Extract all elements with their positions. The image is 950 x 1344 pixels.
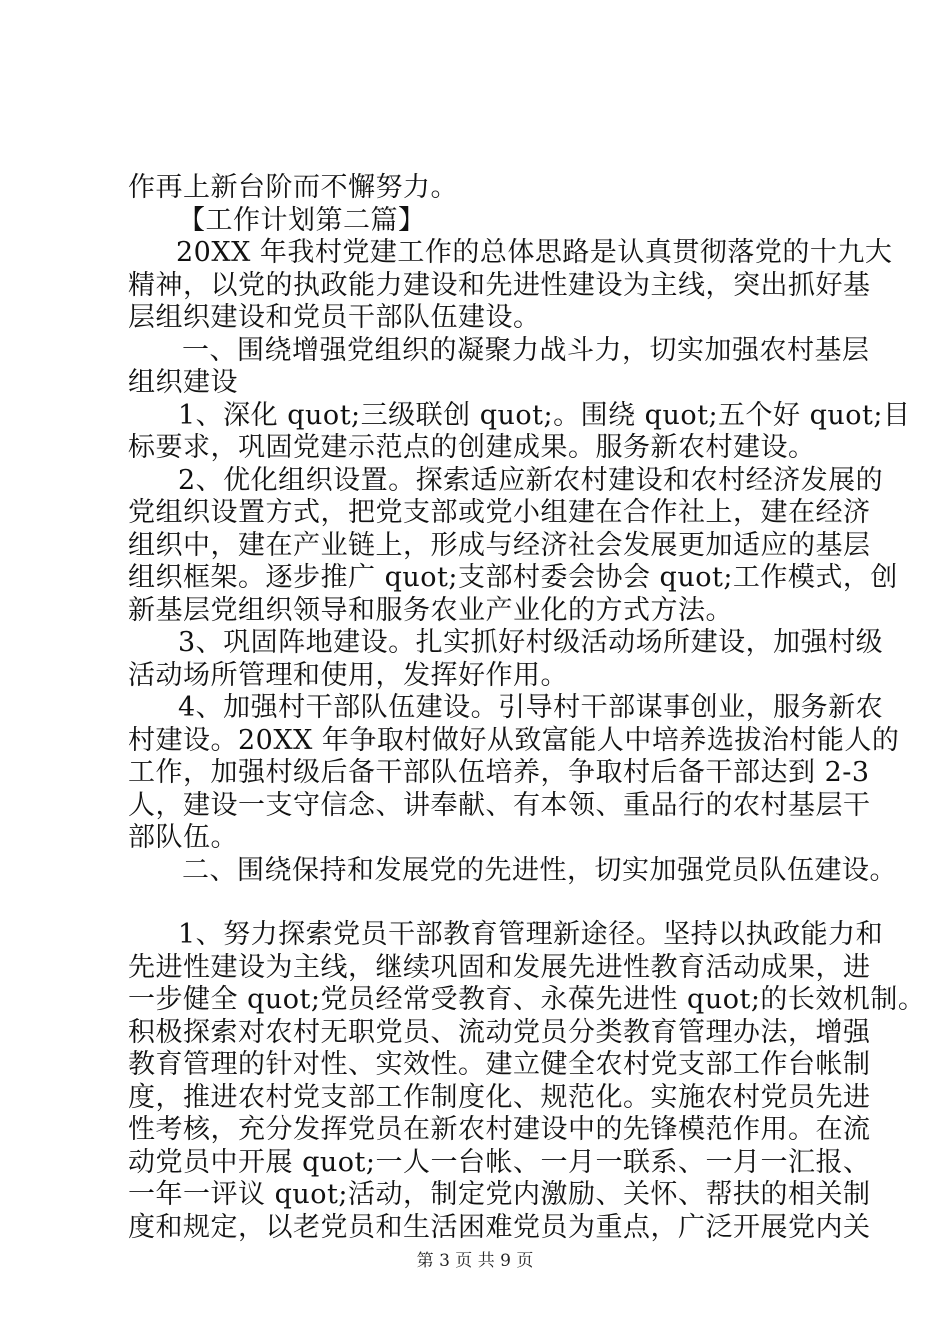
text-line: 4、加强村干部队伍建设。引导村干部谋事创业，服务新农 — [178, 692, 884, 723]
text-line: 度和规定，以老党员和生活困难党员为重点，广泛开展党内关 — [128, 1212, 871, 1243]
text-line: 3、巩固阵地建设。扎实抓好村级活动场所建设，加强村级 — [178, 627, 884, 658]
page-number: 第 3 页 共 9 页 — [416, 1251, 534, 1271]
text-line: 教育管理的针对性、实效性。建立健全农村党支部工作台帐制 — [128, 1049, 871, 1080]
text-line: 先进性建设为主线，继续巩固和发展先进性教育活动成果，进 — [128, 952, 871, 983]
text-line: 2、优化组织设置。探索适应新农村建设和农村经济发展的 — [178, 465, 884, 496]
text-line: 一步健全 quot;党员经常受教育、永葆先进性 quot;的长效机制。 — [128, 984, 926, 1015]
text-line: 人，建设一支守信念、讲奉献、有本领、重品行的农村基层干 — [128, 790, 871, 821]
text-line: 党组织设置方式，把党支部或党小组建在合作社上，建在经济 — [128, 497, 871, 528]
text-line: 部队伍。 — [128, 822, 238, 853]
subheading-line: 组织建设 — [128, 367, 238, 398]
text-line: 新基层党组织领导和服务农业产业化的方式方法。 — [128, 595, 733, 626]
text-line: 度，推进农村党支部工作制度化、规范化。实施农村党员先进 — [128, 1082, 871, 1113]
text-line: 工作，加强村级后备干部队伍培养，争取村后备干部达到 2-3 — [128, 757, 870, 788]
text-line: 村建设。20XX 年争取村做好从致富能人中培养选拔治村能人的 — [128, 725, 900, 756]
text-line: 积极探索对农村无职党员、流动党员分类教育管理办法，增强 — [128, 1017, 871, 1048]
text-line: 组织框架。逐步推广 quot;支部村委会协会 quot;工作模式，创 — [128, 562, 898, 593]
text-line: 活动场所管理和使用，发挥好作用。 — [128, 660, 568, 691]
text-line: 层组织建设和党员干部队伍建设。 — [128, 302, 541, 333]
text-line: 20XX 年我村党建工作的总体思路是认真贯彻落党的十九大 — [176, 237, 893, 268]
text-line: 精神，以党的执政能力建设和先进性建设为主线，突出抓好基 — [128, 270, 871, 301]
text-line: 标要求，巩固党建示范点的创建成果。服务新农村建设。 — [128, 432, 816, 463]
text-line: 1、努力探索党员干部教育管理新途径。坚持以执政能力和 — [178, 919, 884, 950]
subheading-line: 二、围绕保持和发展党的先进性，切实加强党员队伍建设。 — [182, 855, 897, 886]
text-line: 动党员中开展 quot;一人一台帐、一月一联系、一月一汇报、 — [128, 1147, 871, 1178]
text-line: 一年一评议 quot;活动，制定党内激励、关怀、帮扶的相关制 — [128, 1179, 871, 1210]
text-line: 作再上新台阶而不懈努力。 — [128, 172, 458, 203]
subheading-line: 一、围绕增强党组织的凝聚力战斗力，切实加强农村基层 — [182, 335, 870, 366]
text-line: 组织中，建在产业链上，形成与经济社会发展更加适应的基层 — [128, 530, 871, 561]
section-heading: 【工作计划第二篇】 — [178, 205, 426, 236]
text-line: 1、深化 quot;三级联创 quot;。围绕 quot;五个好 quot;目 — [178, 400, 911, 431]
text-line: 性考核，充分发挥党员在新农村建设中的先锋模范作用。在流 — [128, 1114, 871, 1145]
